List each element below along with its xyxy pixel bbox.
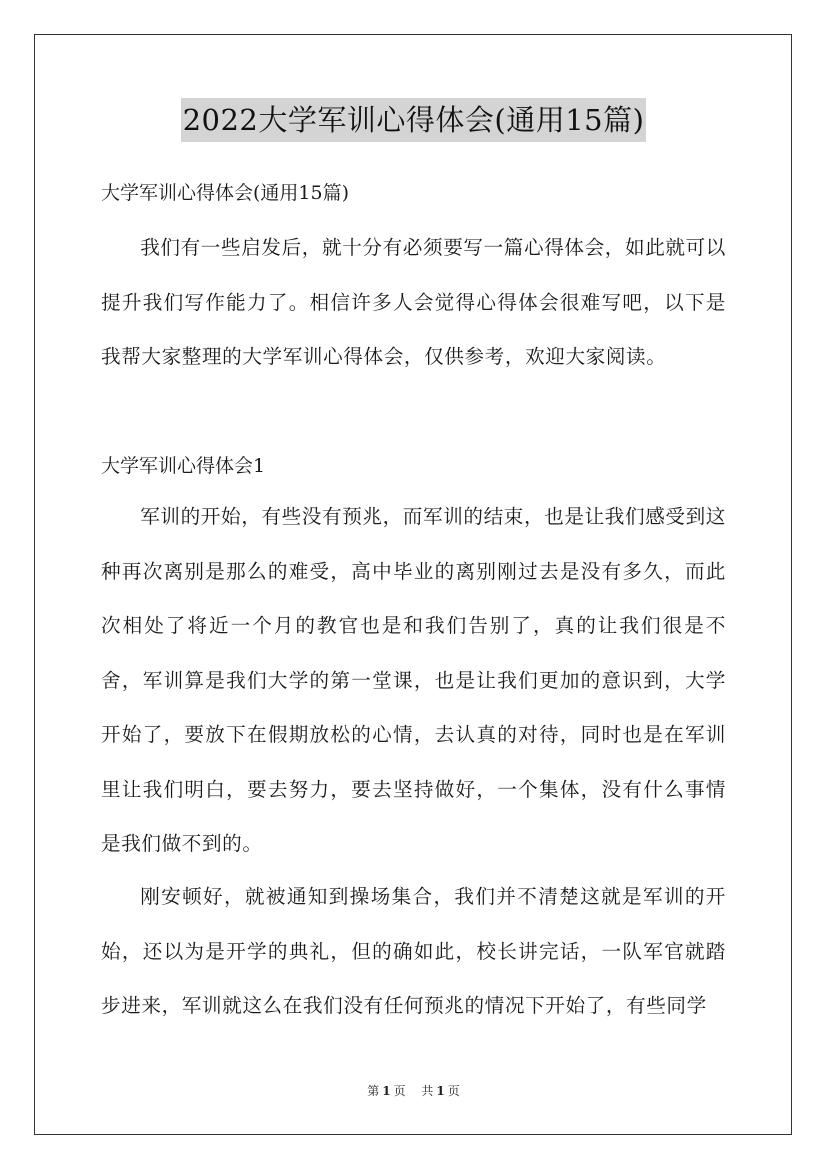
page-footer: [0, 1082, 827, 1100]
section-heading: 大学军训心得体会1: [101, 455, 266, 477]
document-title: 2022大学军训心得体会(通用15篇): [181, 98, 647, 142]
document-subtitle: 大学军训心得体会(通用15篇): [101, 182, 350, 204]
intro-paragraph: 我们有一些启发后，就十分有必须要写一篇心得体会，如此就可以提升我们写作能力了。相信许多人会觉得心得体会很难写吧，以下是我帮大家整理的大学军训心得体会，仅供参考，欢迎大家阅读。: [101, 236, 726, 368]
body-paragraph-2: 刚安顿好，就被通知到操场集合，我们并不清楚这就是军训的开始，还以为是开学的典礼，但的确如此，校长讲完话，一队军官就踏步进来，军训就这么在我们没有任何预兆的情况下开始了，有些同学: [101, 885, 726, 1017]
page-total: 共 1 页: [421, 1084, 460, 1098]
body-paragraph-1: 军训的开始，有些没有预兆，而军训的结束，也是让我们感受到这种再次离别是那么的难受，高中毕业的离别刚过去是没有多久，而此次相处了将近一个月的教官也是和我们告别了，真的让我们很是不舍，军训算是我们大学的第一堂课，也是让我们更加的意识到，大学开始了，要放下在假期放松的心情，去认真的对待，同时也是在军训里让我们明白，要去努力，要去坚持做好，一个集体，没有什么事情是我们做不到的。: [101, 505, 726, 855]
title-container: [0, 98, 827, 142]
page-number: 第 1 页: [367, 1084, 406, 1098]
